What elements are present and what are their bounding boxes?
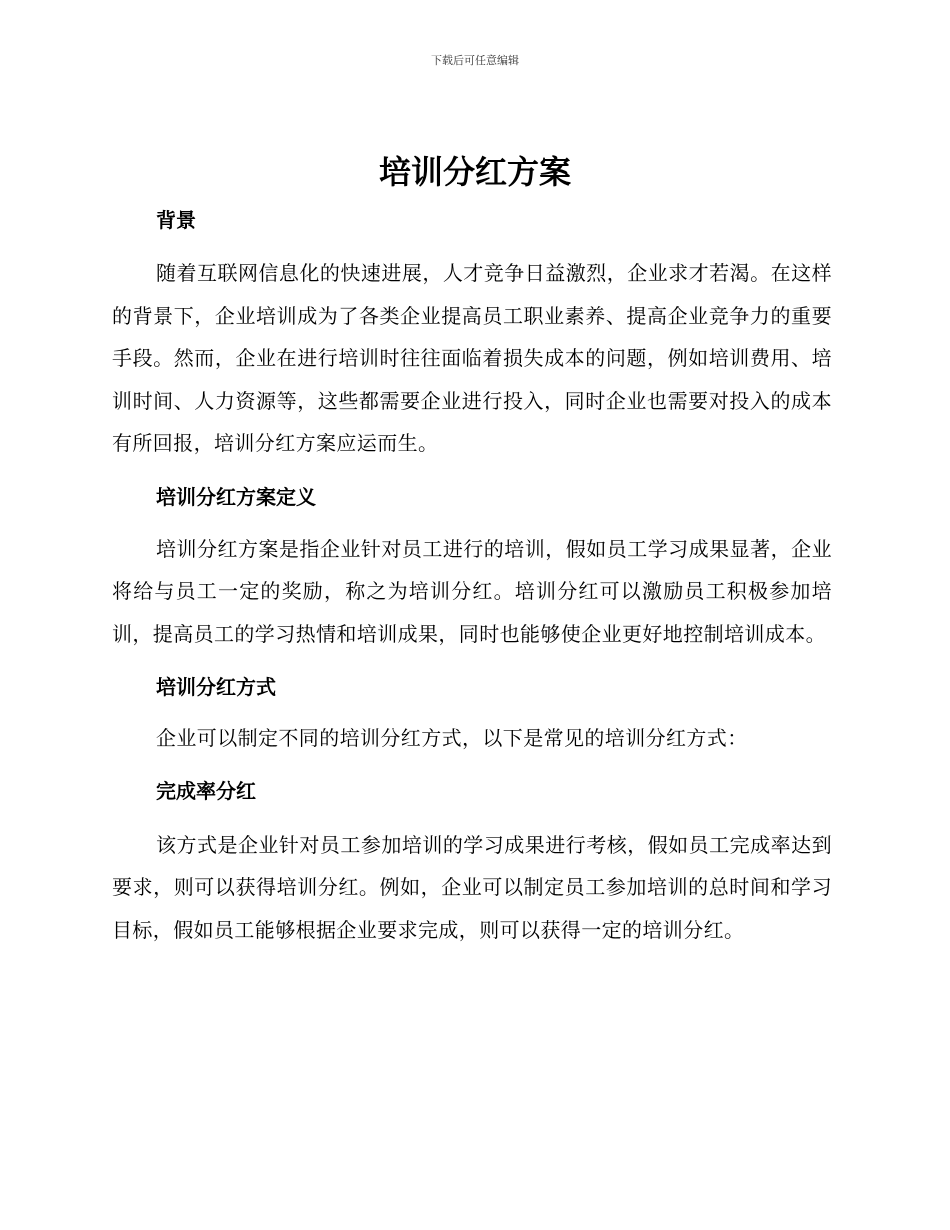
section-paragraph-methods: 企业可以制定不同的培训分红方式，以下是常见的培训分红方式：: [156, 726, 748, 750]
section-heading-definition: 培训分红方案定义: [156, 484, 316, 509]
section-paragraph-background: 随着互联网信息化的快速进展，人才竞争日益激烈，企业求才若渴。在这样的背景下，企业培训成为了各类企业提高员工职业素养、提高企业竞争力的重要手段。然而，企业在进行培训时往往面临着损失成本的问题，例如培训费用、培训时间、人力资源等，这些都需要企业进行投入，同时企业也需要对投入的成本有所回报，培训分红方案应运而生。: [112, 261, 832, 455]
section-paragraph-completion-rate: 该方式是企业针对员工参加培训的学习成果进行考核，假如员工完成率达到要求，则可以获得培训分红。例如，企业可以制定员工参加培训的总时间和学习目标，假如员工能够根据企业要求完成，则可以获得一定的培训分红。: [112, 832, 832, 942]
section-heading-completion-rate: 完成率分红: [156, 778, 256, 803]
section-paragraph-definition: 培训分红方案是指企业针对员工进行的培训，假如员工学习成果显著，企业将给与员工一定的奖励，称之为培训分红。培训分红可以激励员工积极参加培训，提高员工的学习热情和培训成果，同时也能够使企业更好地控制培训成本。: [112, 536, 832, 646]
page-header-note: 下载后可任意编辑: [431, 54, 519, 67]
document-title: 培训分红方案: [378, 153, 571, 191]
document-body: [112, 200, 832, 951]
section-heading-background: 背景: [156, 208, 196, 232]
section-heading-methods: 培训分红方式: [156, 675, 276, 699]
